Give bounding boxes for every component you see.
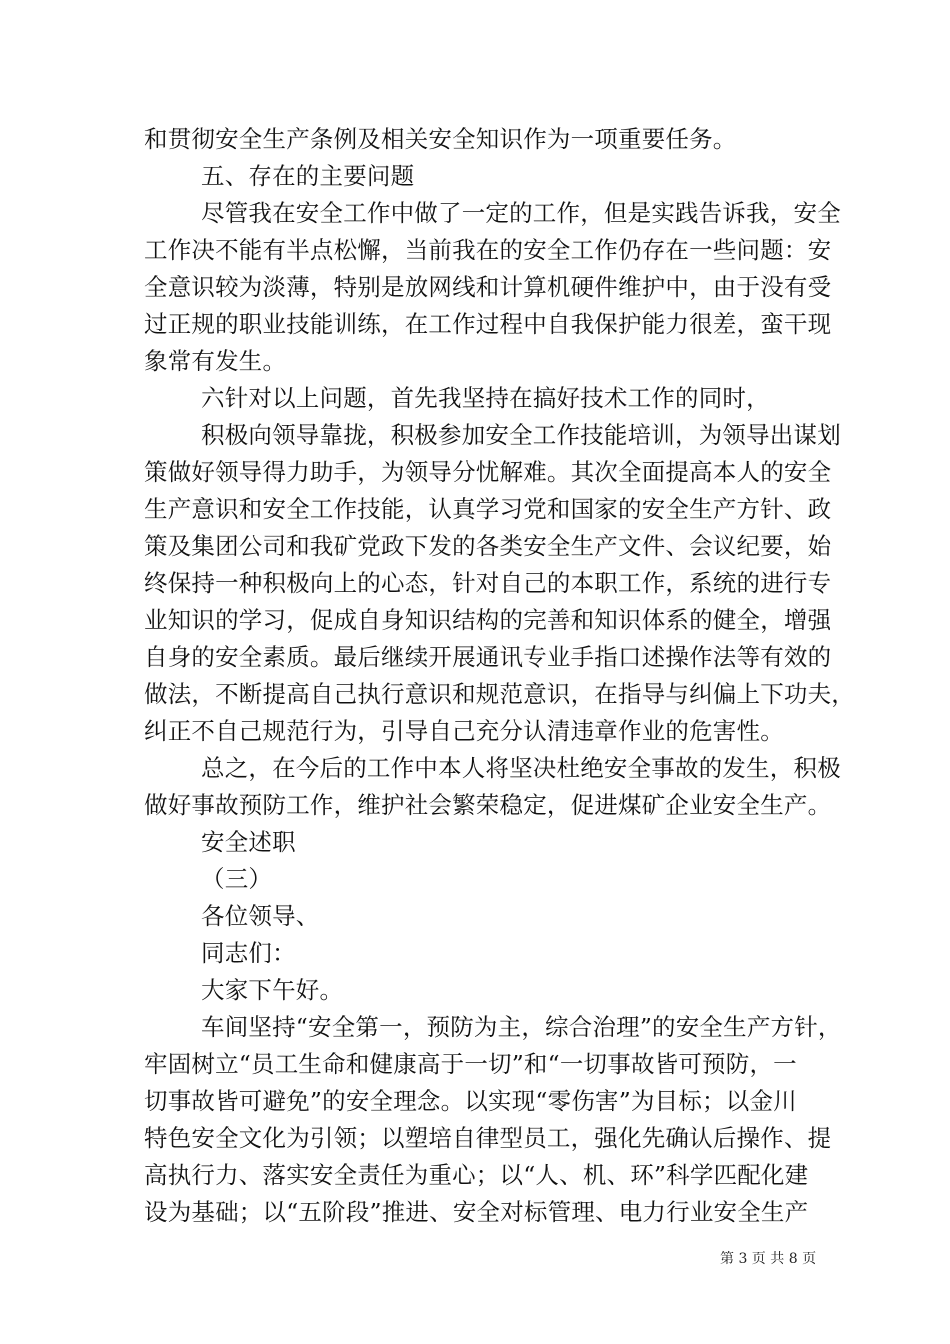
text-line: 设为基础；以“五阶段”推进、安全对标管理、电力行业安全生产 [144, 1198, 809, 1226]
text-line: 车间坚持“安全第一，预防为主，综合治理”的安全生产方针， [201, 1013, 842, 1041]
text-line: 做法，不断提高自己执行意识和规范意识，在指导与纠偏上下功夫， [144, 680, 855, 708]
text-line: 总之，在今后的工作中本人将坚决杜绝安全事故的发生，积极 [201, 754, 841, 782]
text-line: 工作决不能有半点松懈，当前我在的安全工作仍存在一些问题：安 [144, 236, 832, 264]
text-line: 高执行力、落实安全责任为重心；以“人、机、环”科学匹配化建 [144, 1161, 809, 1189]
section-heading: 五、存在的主要问题 [201, 162, 415, 190]
text-line: 终保持一种积极向上的心态，针对自己的本职工作，系统的进行专 [144, 569, 832, 597]
text-line: 特色安全文化为引领；以塑培自律型员工，强化先确认后操作、提 [144, 1124, 832, 1152]
section-title: 安全述职 [201, 828, 296, 856]
text-line: 自身的安全素质。最后继续开展通讯专业手指口述操作法等有效的 [144, 643, 832, 671]
text-line: 切事故皆可避免”的安全理念。以实现“零伤害”为目标；以金川 [144, 1087, 797, 1115]
text-line: 六针对以上问题，首先我坚持在搞好技术工作的同时， [201, 384, 770, 412]
text-line: 生产意识和安全工作技能，认真学习党和国家的安全生产方针、政 [144, 495, 832, 523]
page-number: 第 3 页 共 8 页 [720, 1251, 817, 1267]
text-line: 过正规的职业技能训练，在工作过程中自我保护能力很差，蛮干现 [144, 310, 832, 338]
greeting-line: 大家下午好。 [201, 976, 344, 1004]
text-line: 和贯彻安全生产条例及相关安全知识作为一项重要任务。 [144, 125, 737, 153]
text-line: 策做好领导得力助手，为领导分忧解难。其次全面提高本人的安全 [144, 458, 832, 486]
salutation-line: 同志们： [201, 939, 296, 967]
text-line: 象常有发生。 [144, 347, 287, 375]
text-line: 全意识较为淡薄，特别是放网线和计算机硬件维护中，由于没有受 [144, 273, 832, 301]
section-number: （三） [201, 865, 273, 893]
text-line: 积极向领导靠拢，积极参加安全工作技能培训，为领导出谋划 [201, 421, 841, 449]
text-line: 牢固树立“员工生命和健康高于一切”和“一切事故皆可预防，一 [144, 1050, 797, 1078]
text-line: 策及集团公司和我矿党政下发的各类安全生产文件、会议纪要，始 [144, 532, 832, 560]
text-line: 尽管我在安全工作中做了一定的工作，但是实践告诉我，安全 [201, 199, 841, 227]
salutation-line: 各位领导、 [201, 902, 320, 930]
text-line: 纠正不自己规范行为，引导自己充分认清违章作业的危害性。 [144, 717, 784, 745]
text-line: 业知识的学习，促成自身知识结构的完善和知识体系的健全，增强 [144, 606, 832, 634]
text-line: 做好事故预防工作，维护社会繁荣稳定，促进煤矿企业安全生产。 [144, 791, 832, 819]
